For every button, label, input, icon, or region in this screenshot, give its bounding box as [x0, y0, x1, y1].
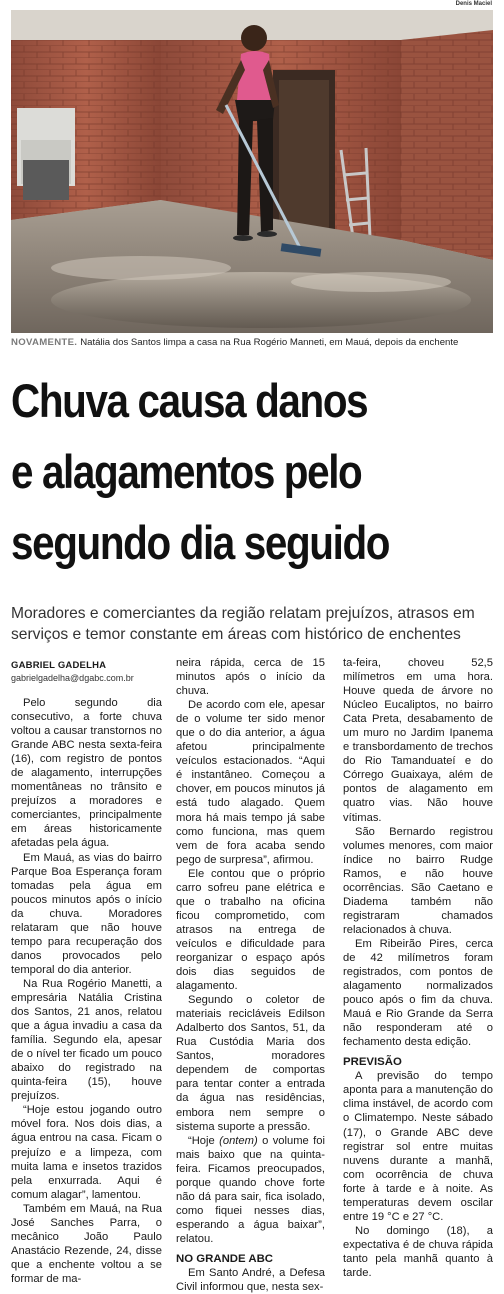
paragraph: ta-feira, choveu 52,5 milímetros em uma hora. Houve queda de árvore no Núcleo Eucaliptos, no bairro Cata Preta, desabamento de um muro no Jardim Ipanema e transbordamento de trechos do Rio Tamanduateí e do Córrego Guaixaya, além de pontos de alagamento em quatro vias. Não houve vítimas. [343, 657, 493, 824]
article-column-1 [11, 656, 162, 1286]
quote-rest: o volume foi mais baixo que na quinta-feira. Ficamos preocupados, porque quando chove forte não dá para sair, fica isolado, como fiquei nesses dias, esperando a água baixar”, relatou. [176, 1134, 325, 1245]
section-heading-previsao: PREVISÃO [343, 1056, 402, 1069]
photo-credit: Denis Maciel [455, 1, 492, 7]
paragraph: Ele contou que o próprio carro sofreu pane elétrica e que o trabalho na oficina ficou comprometido, com atrasos na entrega de veículos e dificuldade para reorganizar o espaço após dois dias seguidos de alagamento. [176, 867, 325, 993]
headline-line-2: e alagamentos pelo [11, 445, 362, 498]
byline-author: GABRIEL GADELHA [11, 660, 107, 671]
paragraph: A previsão do tempo aponta para a manutenção do clima instável, de acordo com o Climatempo. Neste sábado (17), o Grande ABC deve registrar sol entre muitas nuvens durante a manhã, com ocorrência de chuva forte à tarde e à noite. As temperaturas devem oscilar entre 19 °C e 27 °C. [343, 1070, 493, 1223]
byline-email[interactable]: gabrielgadelha@dgabc.com.br [11, 673, 134, 683]
paragraph: De acordo com ele, apesar de o volume ter sido menor que o do dia anterior, a água afetou principalmente veículos estacionados. “Aqui é instantâneo. Começou a chover, em poucos minutos já está tudo alagado. Quem mora há mais tempo já sabe como funciona, mas quem vem de fora acaba sendo pego de surpresa”, afirmou. [176, 699, 325, 866]
photo-caption [11, 337, 496, 349]
photo-woman-cleaning-flooded-room-icon [11, 10, 493, 333]
paragraph: Em Santo André, a Defesa Civil informou que, nesta sex- [176, 1266, 325, 1294]
section-heading-grande-abc: NO GRANDE ABC [176, 1252, 274, 1265]
headline [11, 365, 501, 578]
paragraph [176, 1134, 325, 1246]
paragraph: Pelo segundo dia consecutivo, a forte chuva voltou a causar transtornos no Grande ABC nesta sexta-feira (16), com registro de pontos de alagamento, interrupções momentâneas no trânsito e prejuízos a moradores e comerciantes, principalmente em áreas historicamente afetadas pela água. [11, 697, 162, 850]
paragraph: Segundo o coletor de materiais recicláveis Edilson Adalberto dos Santos, 51, da Rua Custódia Maria dos Santos, moradores dependem de comportas para tentar conter a entrada da água nas residências, embora nem sempre o sistema suporte a pressão. [176, 994, 325, 1133]
paragraph: Em Ribeirão Pires, cerca de 42 milímetros foram registrados, com pontos de alagamento normalizados pouco após o fim da chuva. Mauá e Rio Grande da Serra não responderam até o fechamento desta edição. [343, 937, 493, 1049]
article-column-2 [176, 656, 325, 1294]
quote-aside: (ontem) [219, 1134, 258, 1147]
paragraph: Em Mauá, as vias do bairro Parque Boa Esperança foram tomadas pela água em poucos minutos após o início da chuva. Moradores relataram que não houve tempo para recuperação dos danos provocados pelo temporal do dia anterior. [11, 851, 162, 976]
paragraph: “Hoje estou jogando outro móvel fora. Nos dois dias, a água entrou na casa. Ficam o prejuízo e a limpeza, com muita lama e insetos trazidos pela enxurrada. Aqui é comum alagar”, lamentou. [11, 1104, 162, 1201]
paragraph: São Bernardo registrou volumes menores, com maior índice no bairro Rudge Ramos, e não houve ocorrências. São Caetano e Diadema também não registraram chamados relacionados à chuva. [343, 825, 493, 936]
headline-line-1: Chuva causa danos [11, 374, 368, 427]
article-column-3 [343, 656, 493, 1280]
quote-open: “Hoje [188, 1134, 220, 1147]
paragraph: neira rápida, cerca de 15 minutos após o início da chuva. [176, 657, 325, 698]
paragraph: Também em Mauá, na Rua José Sanches Parra, o mecânico João Paulo Anastácio Rezende, 24, disse que a enchente voltou a se formar de ma- [11, 1202, 162, 1285]
caption-kicker: NOVAMENTE. [11, 337, 78, 348]
subtitle: Moradores e comerciantes da região relatam prejuízos, atrasos em serviços e temor constante em áreas com histórico de enchentes [11, 605, 475, 643]
caption-text: Natália dos Santos limpa a casa na Rua Rogério Manneti, em Mauá, depois da enchente [80, 337, 459, 348]
headline-line-3: segundo dia seguido [11, 516, 390, 569]
paragraph: No domingo (18), a expectativa é de chuva rápida tanto pela manhã quanto à tarde. [343, 1224, 493, 1279]
news-photo [11, 10, 493, 333]
paragraph: Na Rua Rogério Manetti, a empresária Natália Cristina dos Santos, 21 anos, relatou que a água invadiu a casa da família. Segundo ela, apesar de o nível ter ficado um pouco abaixo do registrado na quinta-feira (15), houve prejuízos. [11, 977, 162, 1103]
